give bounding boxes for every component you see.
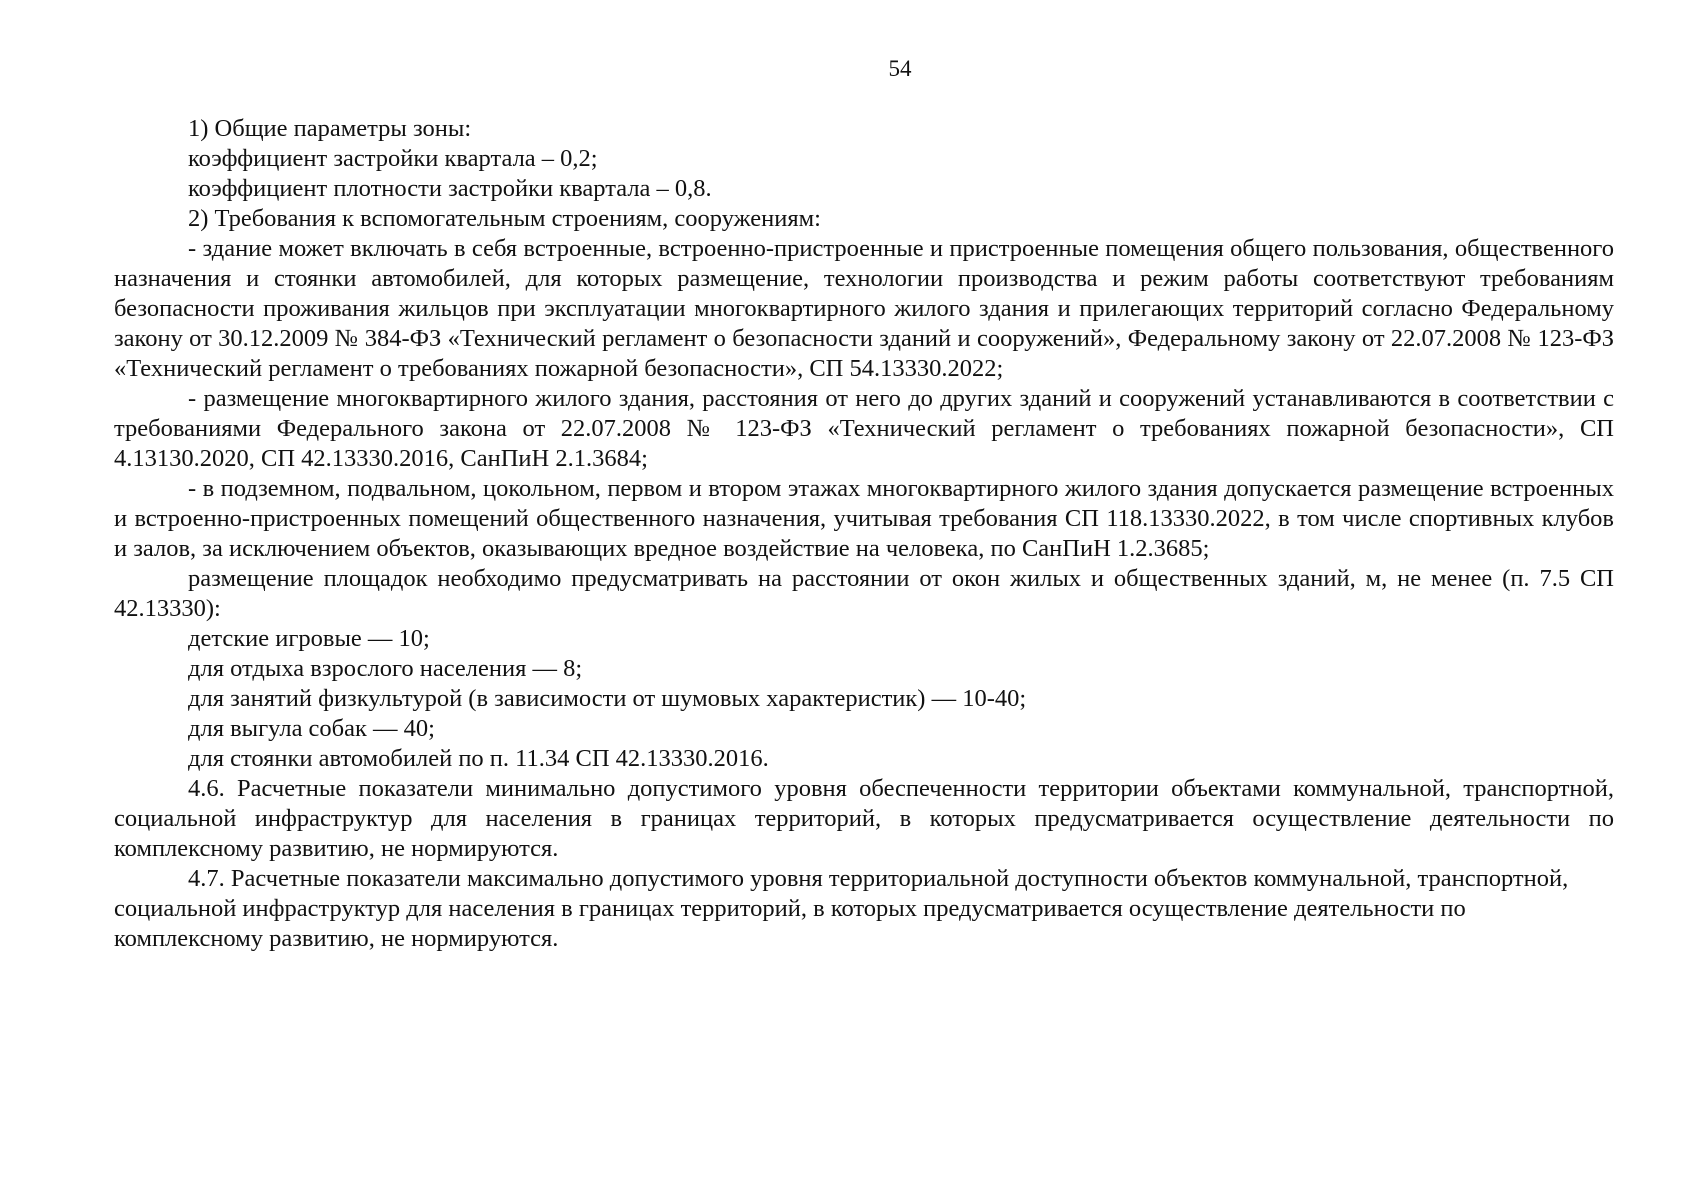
item-4-6-paragraph: 4.6. Расчетные показатели минимально допустимого уровня обеспеченности территории объектами коммунальной, транспортной, социальной инфраструктур для населения в границах территорий, в которых предусматривается осуществление деятельности по комплексному развитию, не нормируются. xyxy=(114,775,1614,862)
general-params-heading: 1) Общие параметры зоны: xyxy=(188,115,472,142)
underground-floors-paragraph: - в подземном, подвальном, цокольном, первом и втором этажах многоквартирного жилого здания допускается размещение встроенных и встроенно-пристроенных помещений общественного назначения, учитывая требования СП 118.13330.2022, в том числе спортивных клубов и залов, за исключением объектов, оказывающих вредное воздействие на человека, по СанПиН 1.2.3685; xyxy=(114,475,1614,562)
sports-line: для занятий физкультурой (в зависимости от шумовых характеристик) — 10-40; xyxy=(188,685,1027,712)
adults-rest-line: для отдыха взрослого населения — 8; xyxy=(188,655,583,682)
playgrounds-intro-paragraph: размещение площадок необходимо предусматривать на расстоянии от окон жилых и общественных зданий, м, не менее (п. 7.5 СП 42.13330): xyxy=(114,565,1614,622)
building-premises-paragraph: - здание может включать в себя встроенные, встроенно-пристроенные и пристроенные помещения общего пользования, общественного назначения и стоянки автомобилей, для которых размещение, технологии производства и режим работы соответствуют требованиям безопасности проживания жильцов при эксплуатации многоквартирного жилого здания и прилегающих территорий согласно Федеральному закону от 30.12.2009 № 384-ФЗ «Технический регламент о безопасности зданий и сооружений», Федеральному закону от 22.07.2008 № 123-ФЗ «Технический регламент о требованиях пожарной безопасности», СП 54.13330.2022; xyxy=(114,235,1614,382)
page-header xyxy=(0,54,1696,84)
page-number: 54 xyxy=(888,56,912,81)
parking-line: для стоянки автомобилей по п. 11.34 СП 42.13330.2016. xyxy=(188,745,769,772)
children-playground-line: детские игровые — 10; xyxy=(188,625,430,652)
placement-distances-paragraph: - размещение многоквартирного жилого здания, расстояния от него до других зданий и сооружений устанавливаются в соответствии с требованиями Федерального закона от 22.07.2008 № 123-ФЗ «Технический регламент о требованиях пожарной безопасности», СП 4.13130.2020, СП 42.13330.2016, СанПиН 2.1.3684; xyxy=(114,385,1614,472)
document-body xyxy=(114,114,1614,954)
coef-building-line: коэффициент застройки квартала – 0,2; xyxy=(188,145,598,172)
aux-requirements-heading: 2) Требования к вспомогательным строениям, сооружениям: xyxy=(188,205,821,232)
item-4-7-paragraph: 4.7. Расчетные показатели максимально допустимого уровня территориальной доступности объектов коммунальной, транспортной, социальной инфраструктур для населения в границах территорий, в которых предусматривается осуществление деятельности по комплексному развитию, не нормируются. xyxy=(114,865,1569,952)
coef-density-line: коэффициент плотности застройки квартала – 0,8. xyxy=(188,175,712,202)
dog-walking-line: для выгула собак — 40; xyxy=(188,715,435,742)
